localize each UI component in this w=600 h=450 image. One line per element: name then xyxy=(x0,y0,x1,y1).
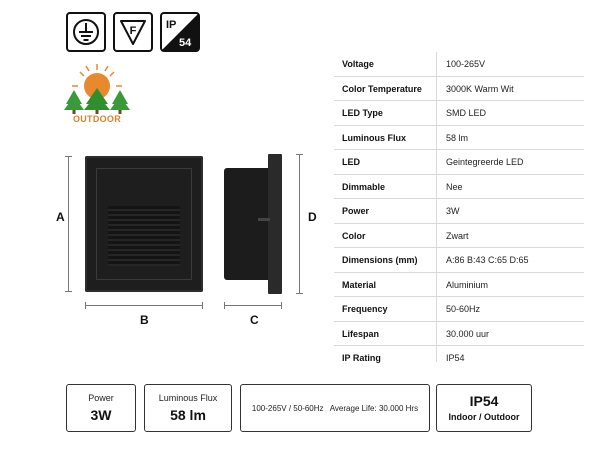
spec-label: LED Type xyxy=(342,108,383,118)
dimension-tick xyxy=(224,302,225,309)
earth-ground-certification xyxy=(66,12,106,52)
spec-label: Power xyxy=(342,206,370,216)
f-mark-certification xyxy=(113,12,153,52)
spec-row-lifespan xyxy=(334,322,584,347)
spec-value: IP54 xyxy=(446,353,465,363)
spec-row-ip-rating xyxy=(334,346,584,371)
dimension-tick xyxy=(85,302,86,309)
spec-value: Geintegreerde LED xyxy=(446,157,524,167)
summary-ip-value: IP54 xyxy=(469,393,499,409)
summary-power-value: 3W xyxy=(90,407,112,423)
f-mark-icon xyxy=(115,14,151,50)
spec-value: A:86 B:43 C:65 D:65 xyxy=(446,255,529,265)
spec-row-dimensions xyxy=(334,248,584,273)
spec-value: 50-60Hz xyxy=(446,304,481,314)
side-view-notch xyxy=(258,218,270,221)
ip-rating-top: IP xyxy=(166,19,177,31)
spec-label: Color xyxy=(342,230,366,241)
ip-rating-certification xyxy=(160,12,200,52)
dimension-line-a xyxy=(68,156,69,292)
spec-label: Color Temperature xyxy=(342,83,422,94)
dimension-tick xyxy=(202,302,203,309)
dimension-label-c: C xyxy=(250,313,259,327)
summary-flux-label: Luminous Flux xyxy=(158,393,218,403)
summary-box-luminous-flux xyxy=(144,384,232,432)
outdoor-label: OUTDOOR xyxy=(72,114,122,124)
dimension-label-d: D xyxy=(308,210,317,224)
ip-rating-icon xyxy=(162,14,198,50)
spec-row-material xyxy=(334,273,584,298)
summary-power-label: Power xyxy=(88,393,114,403)
spec-value: 3000K Warm Wit xyxy=(446,83,514,94)
spec-row-luminous-flux xyxy=(334,126,584,151)
dimension-line-d xyxy=(299,154,300,294)
dimension-label-b: B xyxy=(140,313,149,327)
side-view-flange xyxy=(268,154,282,294)
dimension-tick xyxy=(281,302,282,309)
summary-box-ip-rating xyxy=(436,384,532,432)
spec-value: Aluminium xyxy=(446,279,489,290)
spec-row-dimmable xyxy=(334,175,584,200)
summary-flux-value: 58 lm xyxy=(170,407,206,423)
f-mark-label: F xyxy=(129,25,137,37)
earth-ground-icon xyxy=(68,14,104,50)
spec-value: Nee xyxy=(446,181,463,192)
spec-value: Zwart xyxy=(446,230,469,241)
spec-value: 3W xyxy=(446,206,460,216)
spec-label: Voltage xyxy=(342,59,374,69)
spec-value: 100-265V xyxy=(446,59,486,69)
spec-row-led-type xyxy=(334,101,584,126)
spec-label: Luminous Flux xyxy=(342,132,406,143)
spec-label: LED xyxy=(342,157,360,167)
spec-table xyxy=(334,52,584,371)
spec-value: 30.000 uur xyxy=(446,328,490,339)
spec-row-power xyxy=(334,199,584,224)
spec-value: SMD LED xyxy=(446,108,487,118)
summary-electrical-text: 100-265V / 50-60Hz Average Life: 30.000 Hrs xyxy=(251,404,419,413)
spec-value: 58 lm xyxy=(446,132,469,143)
spec-row-led xyxy=(334,150,584,175)
dimension-tick xyxy=(65,156,72,157)
dimension-tick xyxy=(65,291,72,292)
dimension-line-b xyxy=(85,305,203,306)
spec-row-color xyxy=(334,224,584,249)
front-view-light-slot xyxy=(108,206,180,266)
spec-label: IP Rating xyxy=(342,353,381,363)
summary-box-power xyxy=(66,384,136,432)
spec-label: Frequency xyxy=(342,304,388,314)
dimension-line-c xyxy=(224,305,282,306)
spec-label: Material xyxy=(342,279,377,290)
outdoor-badge xyxy=(62,62,132,128)
spec-row-color-temperature xyxy=(334,77,584,102)
dimension-tick xyxy=(296,154,303,155)
dimension-tick xyxy=(296,293,303,294)
summary-ip-label: Indoor / Outdoor xyxy=(448,412,520,422)
spec-label: Lifespan xyxy=(342,328,380,339)
spec-label: Dimensions (mm) xyxy=(342,255,418,265)
sun-trees-icon xyxy=(62,62,132,114)
spec-row-voltage xyxy=(334,52,584,77)
spec-label: Dimmable xyxy=(342,181,386,192)
dimension-label-a: A xyxy=(56,210,65,224)
ip-rating-bottom: 54 xyxy=(179,37,192,49)
summary-box-electrical xyxy=(240,384,430,432)
spec-row-frequency xyxy=(334,297,584,322)
